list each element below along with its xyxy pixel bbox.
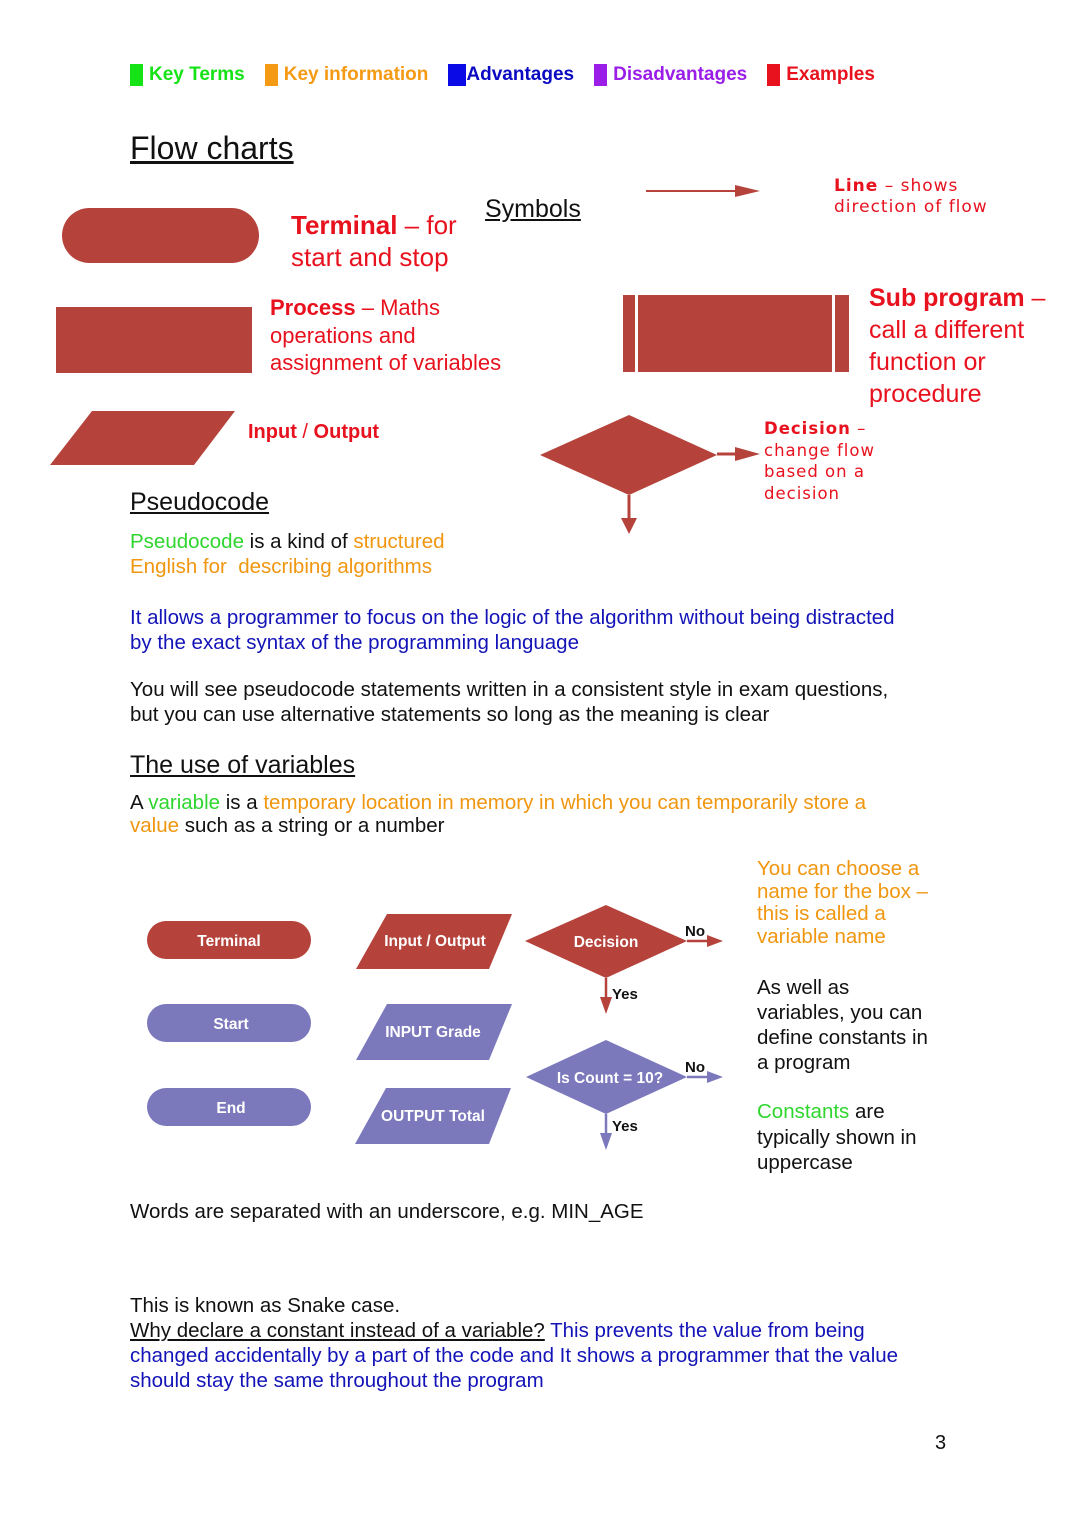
variable-name-note: You can choose a name for the box – this is called a variable name xyxy=(757,857,928,948)
line-label: Line – shows direction of flow xyxy=(834,176,988,217)
variables-heading: The use of variables xyxy=(130,751,356,779)
pseudocode-heading: Pseudocode xyxy=(130,488,270,516)
start-example-shape xyxy=(147,1004,311,1042)
process-shape-icon xyxy=(56,307,252,373)
symbols-heading: Symbols xyxy=(485,195,581,223)
snake-case-note: This is known as Snake case. xyxy=(130,1294,401,1317)
io-example-shape xyxy=(356,914,512,969)
orange-swatch-icon xyxy=(265,64,278,86)
subprogram-shape-icon xyxy=(623,295,849,372)
blue-swatch-icon xyxy=(448,64,466,86)
underscore-note: Words are separated with an underscore, e.g. MIN_AGE xyxy=(130,1200,644,1223)
green-swatch-icon xyxy=(130,64,143,86)
legend-key-terms: Key Terms xyxy=(130,64,245,86)
decision-example-shape xyxy=(525,905,723,1014)
decision-label: Decision – change flow based on a decision xyxy=(764,419,875,503)
constant-question-answer: Why declare a constant instead of a variable? This prevents the value from being changed accidentally by a part of the code and It shows a programmer that the value should stay the same throughout the program xyxy=(130,1319,899,1392)
decision-shape-icon xyxy=(540,415,760,534)
svg-text:Is Count = 10?: Is Count = 10? xyxy=(556,1070,664,1087)
page-number: 3 xyxy=(935,1432,947,1454)
legend-key-information: Key information xyxy=(265,64,429,86)
terminal-example-shape xyxy=(147,921,311,959)
svg-text:OUTPUT Total: OUTPUT Total xyxy=(381,1108,485,1125)
terminal-shape-icon xyxy=(62,208,259,263)
io-shape-icon xyxy=(50,411,235,465)
svg-text:No: No xyxy=(685,1059,705,1076)
svg-text:Input / Output: Input / Output xyxy=(384,933,486,950)
pseudocode-advantage: It allows a programmer to focus on the logic of the algorithm without being distracted by the exact syntax of the programming language xyxy=(130,606,895,654)
arrow-line-icon xyxy=(646,185,760,197)
page-title: Flow charts xyxy=(130,130,294,166)
variable-definition: A variable is a temporary location in memory in which you can temporarily store a value such as a string or a number xyxy=(130,791,867,837)
subprogram-label: Sub program – call a different function or procedure xyxy=(869,284,1046,408)
svg-text:INPUT Grade: INPUT Grade xyxy=(385,1024,481,1041)
pseudocode-note: You will see pseudocode statements written in a consistent style in exam questions, but you can use alternative statements so long as the meaning is clear xyxy=(130,678,889,726)
red-swatch-icon xyxy=(767,64,780,86)
constants-note: As well as variables, you can define constants in a program xyxy=(757,976,928,1074)
io-label: Input / Output xyxy=(248,421,380,443)
svg-text:No: No xyxy=(685,923,705,940)
svg-text:Start: Start xyxy=(213,1016,249,1033)
svg-text:Terminal: Terminal xyxy=(197,933,261,950)
terminal-label: Terminal – for start and stop xyxy=(291,210,457,272)
end-example-shape xyxy=(147,1088,311,1126)
flowchart-example-diagram xyxy=(140,895,740,1165)
legend-disadvantages: Disadvantages xyxy=(594,64,747,86)
input-grade-shape xyxy=(356,1004,512,1060)
legend-advantages: Advantages xyxy=(448,64,574,86)
pseudocode-definition: Pseudocode is a kind of structured English for describing algorithms xyxy=(130,530,445,578)
is-count-decision-shape xyxy=(526,1040,723,1150)
color-legend xyxy=(130,64,895,86)
svg-text:Yes: Yes xyxy=(612,1118,638,1135)
output-total-shape xyxy=(355,1088,511,1144)
purple-swatch-icon xyxy=(594,64,607,86)
svg-text:End: End xyxy=(216,1100,246,1117)
process-label: Process – Maths operations and assignment of variables xyxy=(270,295,502,375)
legend-examples: Examples xyxy=(767,64,875,86)
constants-uppercase-note: Constants are typically shown in uppercase xyxy=(757,1100,917,1174)
svg-text:Yes: Yes xyxy=(612,986,638,1003)
svg-text:Decision: Decision xyxy=(573,934,639,951)
